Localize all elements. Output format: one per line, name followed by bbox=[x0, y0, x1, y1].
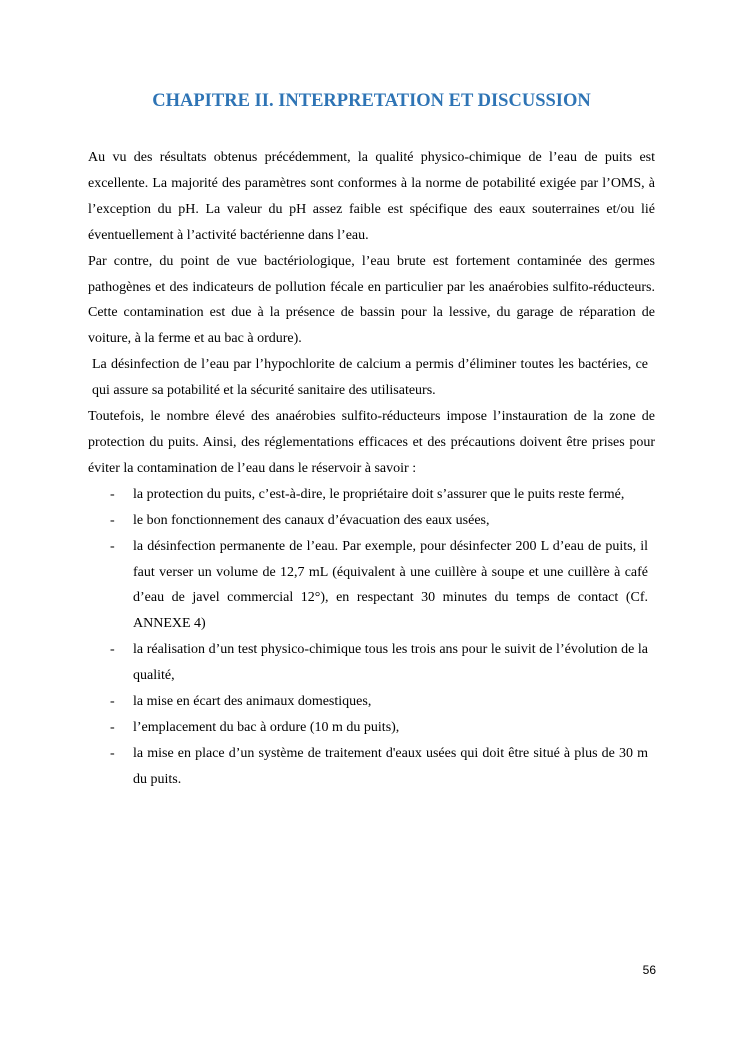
list-item-text: la mise en écart des animaux domestiques, bbox=[133, 694, 372, 710]
list-item bbox=[88, 534, 655, 638]
bullet-marker: - bbox=[110, 642, 115, 658]
list-item-text: la protection du puits, c’est-à-dire, le propriétaire doit s’assurer que le puits reste fermé, bbox=[133, 486, 625, 502]
body-text bbox=[88, 145, 655, 793]
list-item-text: la mise en place d’un système de traitement d'eaux usées qui doit être situé à plus de 30 m du puits. bbox=[133, 745, 648, 787]
bullet-marker: - bbox=[110, 486, 115, 502]
bullet-marker: - bbox=[110, 719, 115, 735]
list-item bbox=[88, 508, 655, 534]
chapter-title: CHAPITRE II. INTERPRETATION ET DISCUSSION bbox=[152, 91, 591, 111]
paragraph-bacteriology: Par contre, du point de vue bactériologique, l’eau brute est fortement contaminée des germes pathogènes et des indicateurs de pollution fécale en particulier par les anaérobies sulfito-réducteurs. Cette contamination est due à la présence de bassin pour la lessive, du garage de réparation de voiture, à la ferme et au bac à ordure). bbox=[88, 253, 655, 347]
bullet-marker: - bbox=[110, 538, 115, 554]
list-item-text: la réalisation d’un test physico-chimique tous les trois ans pour le suivit de l’évolution de la qualité, bbox=[133, 642, 648, 684]
paragraph-results: Au vu des résultats obtenus précédemment, la qualité physico-chimique de l’eau de puits est excellente. La majorité des paramètres sont conformes à la norme de potabilité exigée par l’OMS, à l’exception du pH. La valeur du pH assez faible est spécifique des eaux souterraines et/ou lié éventuellement à l’activité bactérienne dans l’eau. bbox=[88, 150, 655, 243]
bullet-marker: - bbox=[110, 512, 115, 528]
list-item bbox=[88, 637, 655, 689]
bullet-marker: - bbox=[110, 745, 115, 761]
list-item bbox=[88, 715, 655, 741]
recommendations-list bbox=[88, 482, 655, 793]
paragraph-protection: Toutefois, le nombre élevé des anaérobies sulfito-réducteurs impose l’instauration de la zone de protection du puits. Ainsi, des réglementations efficaces et des précautions doivent être prises pour éviter la contamination de l’eau dans le réservoir à savoir : bbox=[88, 409, 655, 476]
list-item-text: l’emplacement du bac à ordure (10 m du puits), bbox=[133, 719, 400, 735]
page-number: 56 bbox=[642, 963, 656, 977]
list-item bbox=[88, 689, 655, 715]
list-item bbox=[88, 482, 655, 508]
bullet-marker: - bbox=[110, 694, 115, 710]
list-item bbox=[88, 741, 655, 793]
list-item-text: le bon fonctionnement des canaux d’évacuation des eaux usées, bbox=[133, 512, 490, 528]
paragraph-disinfection: La désinfection de l’eau par l’hypochlorite de calcium a permis d’éliminer toutes les bactéries, ce qui assure sa potabilité et la sécurité sanitaire des utilisateurs. bbox=[92, 357, 648, 399]
list-item-text: la désinfection permanente de l’eau. Par exemple, pour désinfecter 200 L d’eau de puits, il faut verser un volume de 12,7 mL (équivalent à une cuillère à soupe et une cuillère à café d’eau de javel commercial 12°), en respectant 30 minutes du temps de contact (Cf. ANNEXE 4) bbox=[133, 538, 648, 632]
